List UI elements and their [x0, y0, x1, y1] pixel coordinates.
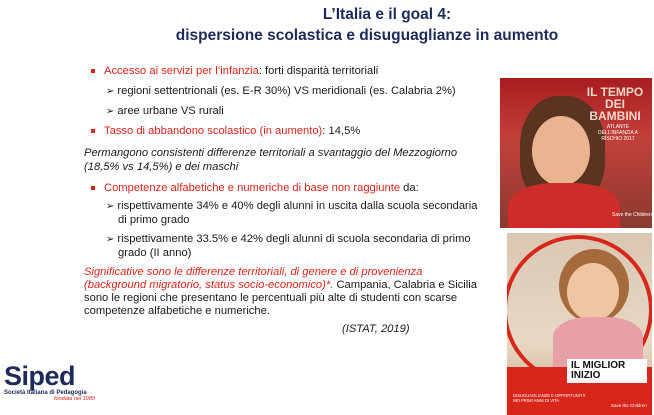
bullet-rest: : forti disparità territoriali	[258, 65, 379, 77]
bullet-rest: : 14,5%	[322, 125, 361, 137]
slide-title-line1: L’Italia e il goal 4:	[322, 6, 452, 23]
bullet-lead: Tasso di abbandono scolastico (in aumento)	[104, 125, 323, 137]
cover-subtitle: ATLANTE DELL’INFANZIA A RISCHIO 2017	[597, 124, 639, 142]
arrow-icon: ➢	[106, 234, 115, 245]
note-line: Permangono consistenti differenze territoriali a svantaggio del Mezzogiorno	[84, 147, 458, 159]
cover-title: IL MIGLIOR INIZIO	[567, 359, 647, 383]
note2-line1	[84, 265, 422, 279]
bullet-marker	[91, 129, 95, 133]
note-line: (18,5% vs 14,5%) e dei maschi	[84, 161, 239, 173]
bullet-rest: da:	[400, 182, 419, 194]
bullet-accesso	[104, 64, 378, 78]
child-shirt	[508, 183, 620, 228]
siped-logo	[4, 362, 95, 402]
bullet-marker	[91, 186, 95, 190]
child-face	[532, 116, 590, 186]
note2-text: Campania, Calabria e Sicilia	[333, 279, 477, 291]
sub-item	[106, 84, 456, 99]
sub-item-text: rispettivamente 34% e 40% degli alunni in uscita dalla scuola secondaria	[117, 200, 478, 212]
logo-wordmark: Siped	[4, 361, 76, 391]
arrow-icon: ➢	[106, 201, 115, 212]
cover-title: IL TEMPO DEI BAMBINI	[586, 85, 644, 123]
logo-tagline: Società Italiana di Pedagogia	[4, 390, 87, 396]
sub-item	[106, 199, 477, 214]
arrow-icon: ➢	[106, 86, 115, 97]
save-the-children-logo: Save the Children	[612, 212, 652, 218]
sub-item	[106, 232, 471, 247]
cover-subtitle: DISUGUAGLIANZE E OPPORTUNITÀ NEI PRIMI ANNI DI VITA	[513, 393, 586, 403]
note2-text: Significative sono le differenze territoriali	[84, 266, 285, 278]
note2-text: , di genere e di provenienza	[284, 266, 423, 278]
note2-line3: sono le regioni che presentano le percentuali più alte di studenti con scarse	[84, 292, 458, 304]
save-the-children-logo: Save the Children	[611, 403, 647, 408]
bullet-marker	[91, 69, 95, 73]
sub-item-cont: di primo grado	[118, 214, 190, 226]
note2-line2	[84, 278, 477, 292]
bullet-competenze	[104, 181, 419, 195]
child-face	[567, 263, 619, 321]
note2-line4: competenze alfabetiche e numeriche.	[84, 305, 270, 317]
bullet-abbandono	[104, 124, 360, 138]
sub-item-cont: grado (II anno)	[118, 247, 192, 259]
sub-item-text: aree urbane VS rurali	[117, 105, 224, 117]
slide-title-line2: dispersione scolastica e disuguaglianze in aumento	[175, 27, 559, 44]
arrow-icon: ➢	[106, 106, 115, 117]
bullet-lead: Accesso ai servizi per l’infanzia	[104, 65, 259, 77]
sub-item	[106, 104, 224, 119]
bullet-lead: Competenze alfabetiche e numeriche di base non raggiunte	[104, 182, 401, 194]
sub-item-text: rispettivamente 33.5% e 42% degli alunni di scuola secondaria di primo	[117, 233, 471, 245]
logo-founded: fondata nel 1989	[54, 396, 95, 402]
source-citation: (ISTAT, 2019)	[342, 323, 410, 335]
note2-text: (background migratorio, status socio-economico)*.	[84, 279, 334, 291]
report-cover-tempo-bambini	[500, 78, 652, 228]
report-cover-miglior-inizio	[507, 233, 652, 415]
sub-item-text: regioni settentrionali (es. E-R 30%) VS meridionali (es. Calabria 2%)	[117, 85, 456, 97]
